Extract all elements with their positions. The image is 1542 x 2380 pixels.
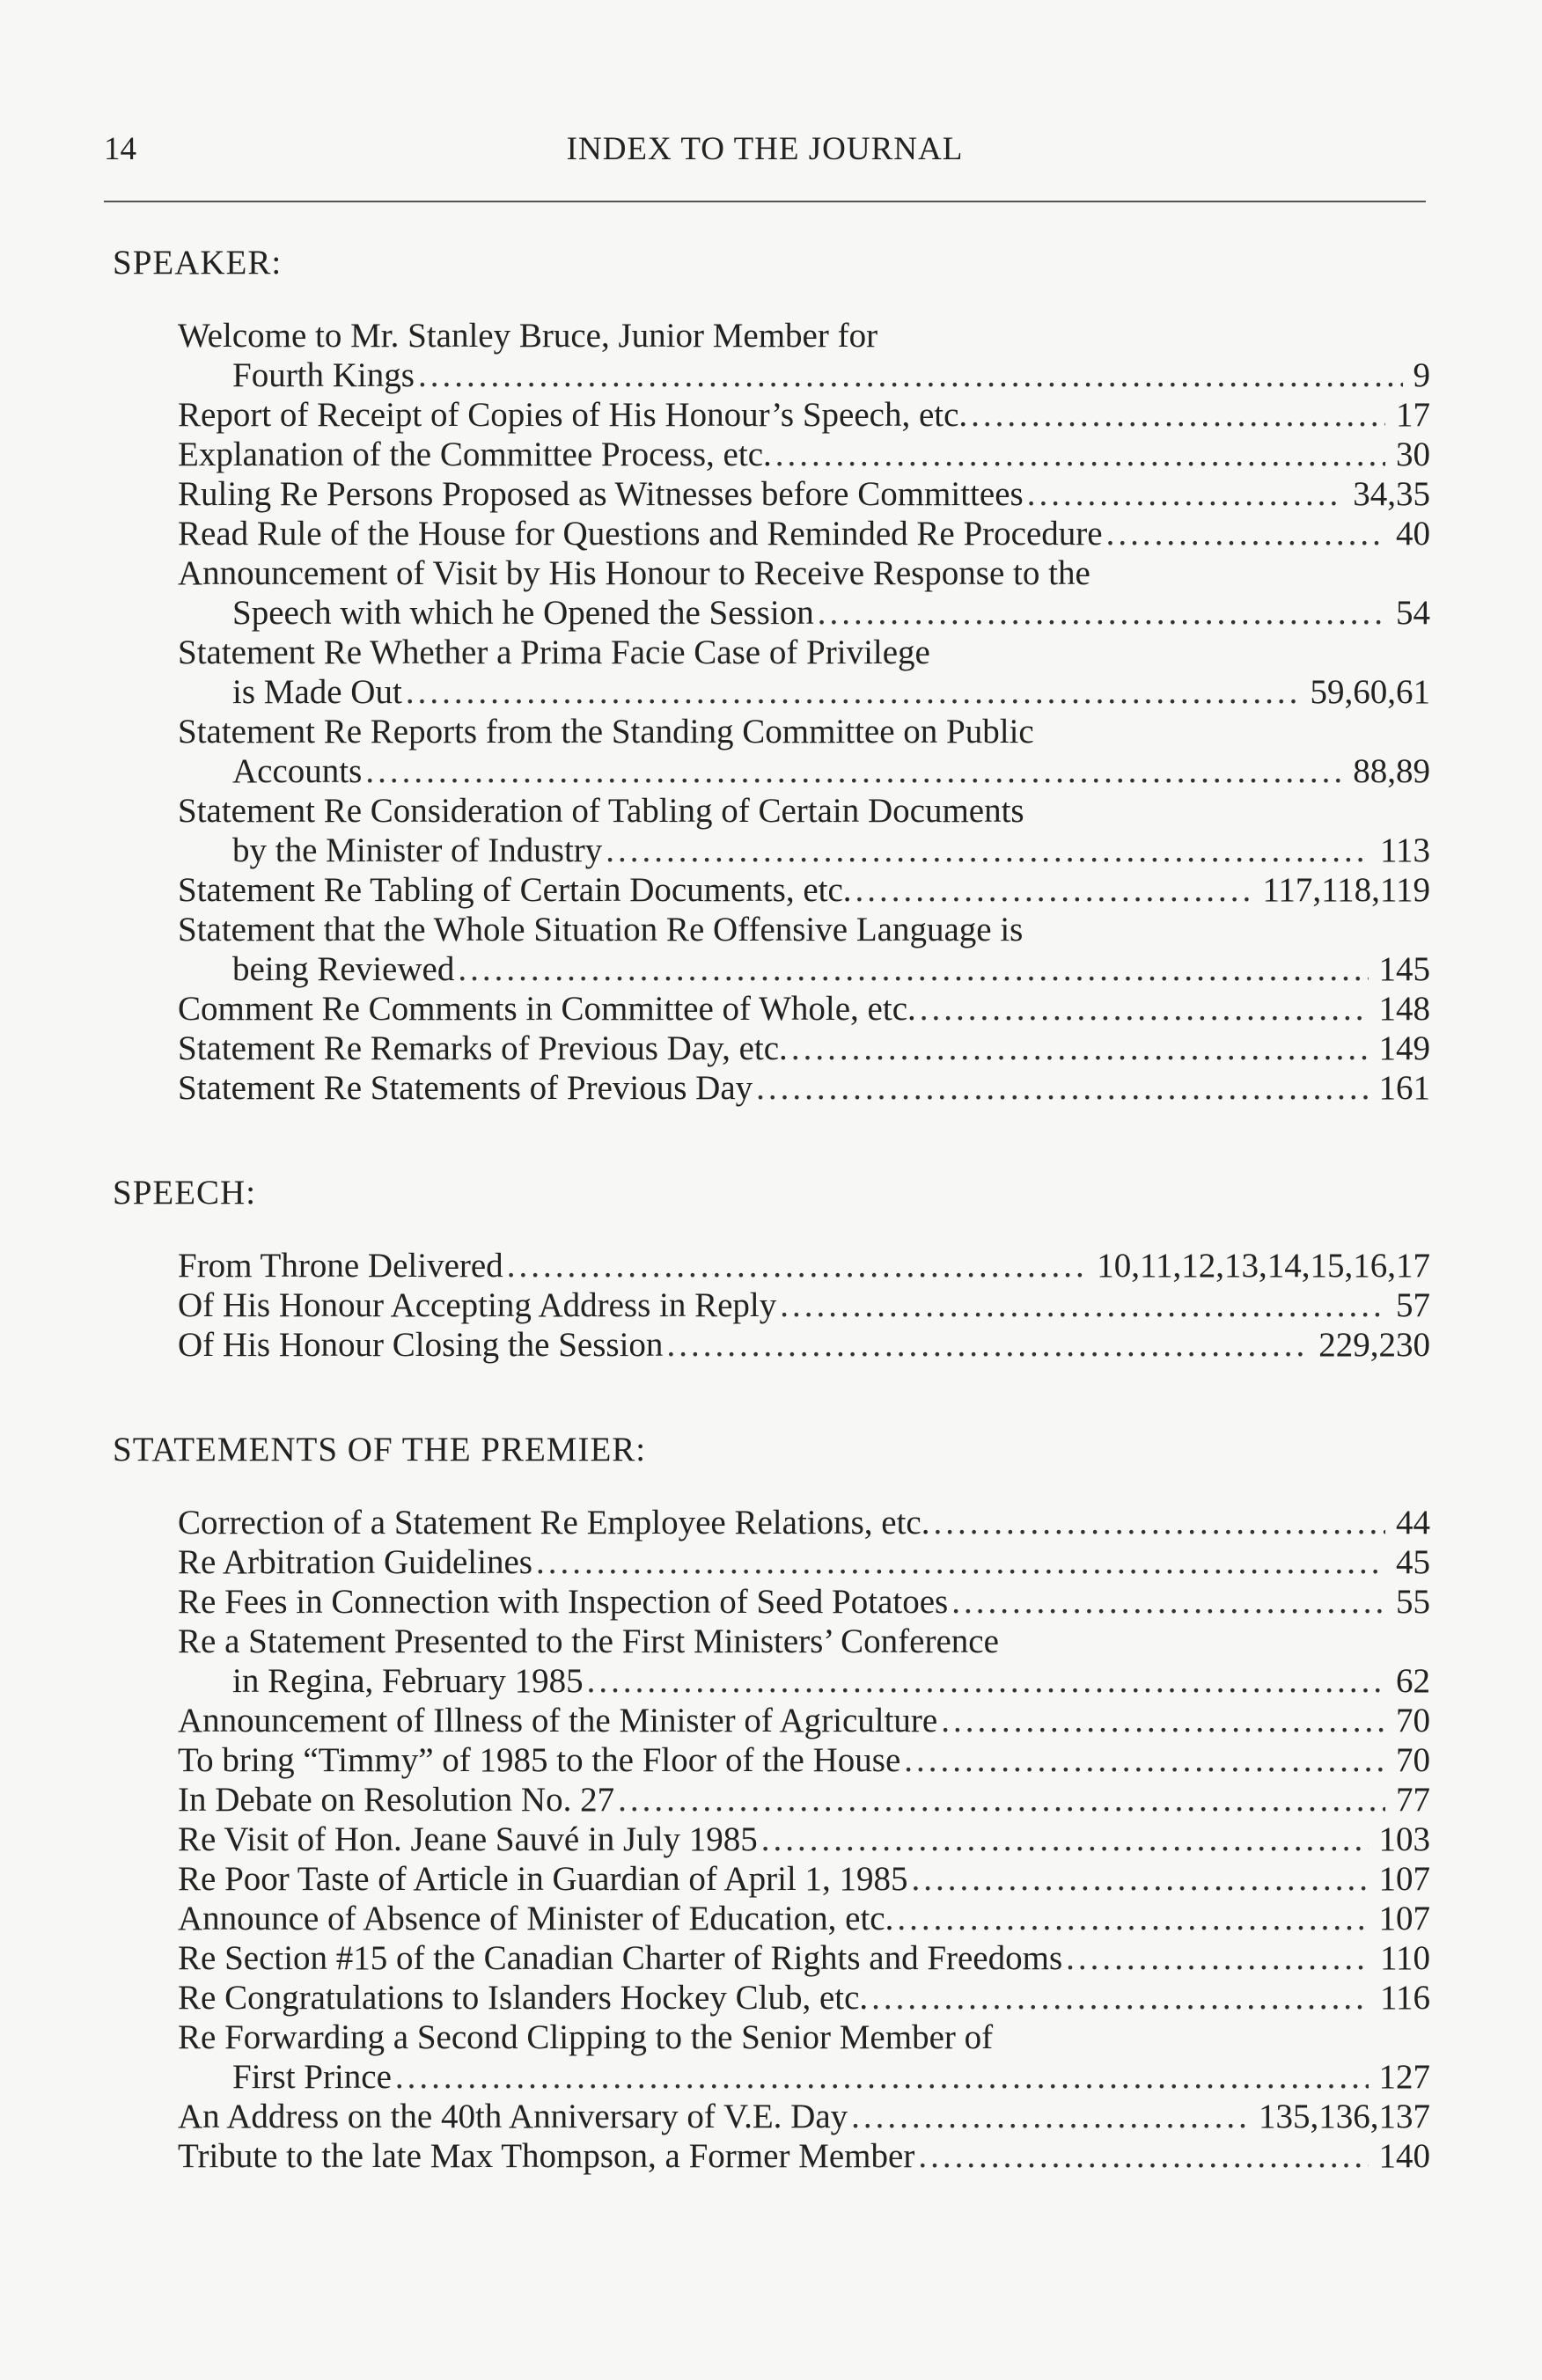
dot-leader — [780, 1285, 1385, 1325]
page-reference: 113 — [1379, 831, 1430, 869]
entry-line — [178, 2057, 1430, 2097]
page-reference: 77 — [1396, 1781, 1430, 1819]
entry-text: Statement Re Remarks of Previous Day, etc. — [178, 1029, 788, 1067]
page-reference: 103 — [1378, 1820, 1430, 1858]
entry-line — [178, 1820, 1430, 1859]
index-entry — [178, 1325, 1430, 1365]
dot-leader — [587, 1661, 1385, 1701]
index-entry — [178, 989, 1430, 1029]
page-reference: 59,60,61 — [1310, 673, 1430, 711]
index-entry — [178, 1740, 1430, 1780]
index-body — [113, 243, 1430, 2176]
index-section-statements-of-the-premier — [113, 1430, 1430, 2176]
page-reference: 62 — [1396, 1662, 1430, 1700]
index-entry — [178, 1622, 1430, 1701]
dot-leader — [1027, 474, 1343, 514]
dot-leader — [606, 831, 1369, 870]
index-entry — [178, 791, 1430, 870]
dot-leader — [618, 1780, 1385, 1820]
index-entry — [178, 2097, 1430, 2136]
entry-text: being Reviewed — [232, 950, 455, 988]
dot-leader — [418, 355, 1403, 395]
index-entry — [178, 1859, 1430, 1899]
index-entry — [178, 514, 1430, 553]
page-reference: 54 — [1396, 594, 1430, 632]
index-entry — [178, 1582, 1430, 1622]
entry-line — [178, 1542, 1430, 1582]
entry-text: Of His Honour Closing the Session — [178, 1326, 664, 1364]
page-reference: 57 — [1396, 1286, 1430, 1324]
entry-text: is Made Out — [232, 673, 402, 711]
page-reference: 107 — [1378, 1900, 1430, 1937]
entry-line — [178, 1859, 1430, 1899]
entry-text: Re Poor Taste of Article in Guardian of April 1, 1985 — [178, 1860, 908, 1898]
dot-leader — [395, 2057, 1369, 2097]
entry-text: From Throne Delivered — [178, 1247, 503, 1285]
entry-first-line: Re Forwarding a Second Clipping to the Senior Member of — [178, 2018, 994, 2056]
entry-text: by the Minister of Industry — [232, 831, 603, 869]
index-entry — [178, 1780, 1430, 1820]
entry-line — [178, 1246, 1430, 1285]
index-entry — [178, 1899, 1430, 1938]
index-entry — [178, 1246, 1430, 1285]
entry-text: Tribute to the late Max Thompson, a Former Member — [178, 2137, 915, 2175]
index-entry — [178, 2136, 1430, 2176]
entry-line — [178, 474, 1430, 514]
page-title: INDEX TO THE JOURNAL — [566, 131, 964, 167]
page-reference: 9 — [1413, 356, 1430, 394]
index-entry — [178, 316, 1430, 395]
dot-leader — [775, 435, 1385, 474]
entry-line — [178, 870, 1430, 910]
page-reference: 88,89 — [1353, 752, 1430, 790]
index-entry — [178, 870, 1430, 910]
dot-leader — [920, 989, 1369, 1029]
page-reference: 10,11,12,13,14,15,16,17 — [1097, 1247, 1430, 1285]
dot-leader — [507, 1246, 1087, 1285]
entry-text: Explanation of the Committee Process, etc. — [178, 436, 772, 473]
entry-list — [178, 1503, 1430, 2176]
page-reference: 17 — [1396, 396, 1430, 434]
page-reference: 229,230 — [1318, 1326, 1430, 1364]
index-entry — [178, 633, 1430, 712]
dot-leader — [897, 1899, 1368, 1938]
entry-line — [178, 1503, 1430, 1542]
dot-leader — [1066, 1938, 1369, 1978]
entry-line — [178, 1701, 1430, 1740]
entry-text: Comment Re Comments in Committee of Whole, etc. — [178, 990, 916, 1028]
entry-text: Re Section #15 of the Canadian Charter of Rights and Freedoms — [178, 1939, 1063, 1977]
page-reference: 110 — [1379, 1939, 1430, 1977]
index-entry — [178, 1542, 1430, 1582]
index-section-speaker — [113, 243, 1430, 1108]
entry-text: Read Rule of the House for Questions and Reminded Re Procedure — [178, 515, 1103, 553]
entry-line — [178, 1740, 1430, 1780]
index-entry — [178, 1503, 1430, 1542]
entry-line — [178, 989, 1430, 1029]
index-entry — [178, 1701, 1430, 1740]
page-reference: 116 — [1379, 1979, 1430, 2017]
entry-text: Announcement of Illness of the Minister of Agriculture — [178, 1702, 938, 1739]
index-entry — [178, 1029, 1430, 1068]
dot-leader — [791, 1029, 1369, 1068]
entry-line — [178, 1899, 1430, 1938]
entry-first-line: Statement Re Reports from the Standing Committee on Public — [178, 713, 1034, 751]
dot-leader — [941, 1701, 1385, 1740]
section-heading: STATEMENTS OF THE PREMIER: — [113, 1431, 647, 1468]
index-entry — [178, 1285, 1430, 1325]
dot-leader — [756, 1068, 1368, 1108]
dot-leader — [951, 1582, 1385, 1622]
index-entry — [178, 395, 1430, 435]
entry-line — [178, 1285, 1430, 1325]
index-entry — [178, 1820, 1430, 1859]
index-entry — [178, 553, 1430, 633]
page-reference: 45 — [1396, 1543, 1430, 1581]
index-entry — [178, 1938, 1430, 1978]
dot-leader — [536, 1542, 1385, 1582]
dot-leader — [851, 2097, 1248, 2136]
entry-text: Re Visit of Hon. Jeane Sauvé in July 1985 — [178, 1820, 758, 1858]
page-reference: 149 — [1378, 1029, 1430, 1067]
page-number: 14 — [104, 131, 136, 167]
entry-list — [178, 1246, 1430, 1365]
entry-text: Fourth Kings — [232, 356, 415, 394]
page-reference: 70 — [1396, 1741, 1430, 1779]
page-reference: 148 — [1378, 990, 1430, 1028]
dot-leader — [871, 1978, 1369, 2018]
page-reference: 145 — [1378, 950, 1430, 988]
entry-line — [178, 751, 1430, 791]
entry-first-line: Welcome to Mr. Stanley Bruce, Junior Member for — [178, 317, 878, 355]
entry-text: Correction of a Statement Re Employee Relations, etc. — [178, 1504, 930, 1542]
dot-leader — [818, 593, 1385, 633]
dot-leader — [912, 1859, 1369, 1899]
entry-line — [178, 435, 1430, 474]
entry-line — [178, 831, 1430, 870]
dot-leader — [365, 751, 1342, 791]
index-entry — [178, 2018, 1430, 2097]
entry-line — [178, 949, 1430, 989]
entry-line — [178, 1068, 1430, 1108]
page-reference: 70 — [1396, 1702, 1430, 1739]
entry-text: Of His Honour Accepting Address in Reply — [178, 1286, 777, 1324]
entry-first-line: Statement Re Consideration of Tabling of Certain Documents — [178, 792, 1024, 830]
entry-line — [178, 1780, 1430, 1820]
page-reference: 44 — [1396, 1504, 1430, 1542]
entry-list — [178, 316, 1430, 1108]
entry-line — [178, 672, 1430, 712]
index-entry — [178, 435, 1430, 474]
dot-leader — [904, 1740, 1385, 1780]
page-reference: 34,35 — [1353, 475, 1430, 513]
page-reference: 135,136,137 — [1259, 2098, 1430, 2135]
entry-text: Statement Re Tabling of Certain Documents, etc. — [178, 871, 852, 909]
entry-line — [178, 1325, 1430, 1365]
dot-leader — [458, 949, 1368, 989]
page-reference: 127 — [1378, 2058, 1430, 2096]
page-reference: 107 — [1378, 1860, 1430, 1898]
dot-leader — [855, 870, 1252, 910]
page-header — [104, 130, 1426, 183]
page-reference: 40 — [1396, 515, 1430, 553]
entry-text: Re Fees in Connection with Inspection of Seed Potatoes — [178, 1583, 949, 1621]
entry-text: To bring “Timmy” of 1985 to the Floor of the House — [178, 1741, 901, 1779]
section-heading: SPEAKER: — [113, 244, 283, 282]
entry-line — [178, 1938, 1430, 1978]
dot-leader — [971, 395, 1385, 435]
page-reference: 117,118,119 — [1262, 871, 1430, 909]
header-rule — [104, 201, 1426, 202]
index-entry — [178, 910, 1430, 989]
entry-line — [178, 1661, 1430, 1701]
entry-line — [178, 395, 1430, 435]
entry-text: Speech with which he Opened the Session — [232, 594, 814, 632]
entry-line — [178, 1029, 1430, 1068]
dot-leader — [934, 1503, 1386, 1542]
entry-text: An Address on the 40th Anniversary of V.E. Day — [178, 2098, 848, 2135]
page-reference: 161 — [1378, 1069, 1430, 1107]
index-entry — [178, 712, 1430, 791]
entry-line — [178, 2097, 1430, 2136]
entry-first-line: Statement that the Whole Situation Re Offensive Language is — [178, 911, 1024, 948]
index-entry — [178, 1978, 1430, 2018]
entry-text: Re Arbitration Guidelines — [178, 1543, 532, 1581]
entry-text: Ruling Re Persons Proposed as Witnesses before Committees — [178, 475, 1024, 513]
entry-text: Report of Receipt of Copies of His Honour’s Speech, etc. — [178, 396, 968, 434]
entry-first-line: Statement Re Whether a Prima Facie Case of Privilege — [178, 633, 930, 671]
page-reference: 140 — [1378, 2137, 1430, 2175]
index-entry — [178, 474, 1430, 514]
page-reference: 55 — [1396, 1583, 1430, 1621]
dot-leader — [406, 672, 1300, 712]
dot-leader — [1106, 514, 1385, 553]
entry-text: Accounts — [232, 752, 363, 790]
entry-first-line: Re a Statement Presented to the First Ministers’ Conference — [178, 1622, 999, 1660]
entry-line — [178, 355, 1430, 395]
entry-line — [178, 1582, 1430, 1622]
dot-leader — [761, 1820, 1369, 1859]
page-reference: 30 — [1396, 436, 1430, 473]
entry-text: Re Congratulations to Islanders Hockey Club, etc. — [178, 1979, 869, 2017]
entry-text: Statement Re Statements of Previous Day — [178, 1069, 753, 1107]
entry-first-line: Announcement of Visit by His Honour to Receive Response to the — [178, 554, 1090, 592]
entry-line — [178, 2136, 1430, 2176]
entry-line — [178, 514, 1430, 553]
entry-line — [178, 593, 1430, 633]
entry-text: in Regina, February 1985 — [232, 1662, 584, 1700]
section-heading: SPEECH: — [113, 1174, 257, 1212]
entry-text: Announce of Absence of Minister of Education, etc. — [178, 1900, 894, 1937]
entry-text: In Debate on Resolution No. 27 — [178, 1781, 615, 1819]
dot-leader — [918, 2136, 1368, 2176]
dot-leader — [666, 1325, 1308, 1365]
entry-line — [178, 1978, 1430, 2018]
index-section-speech — [113, 1173, 1430, 1365]
entry-text: First Prince — [232, 2058, 392, 2096]
index-entry — [178, 1068, 1430, 1108]
